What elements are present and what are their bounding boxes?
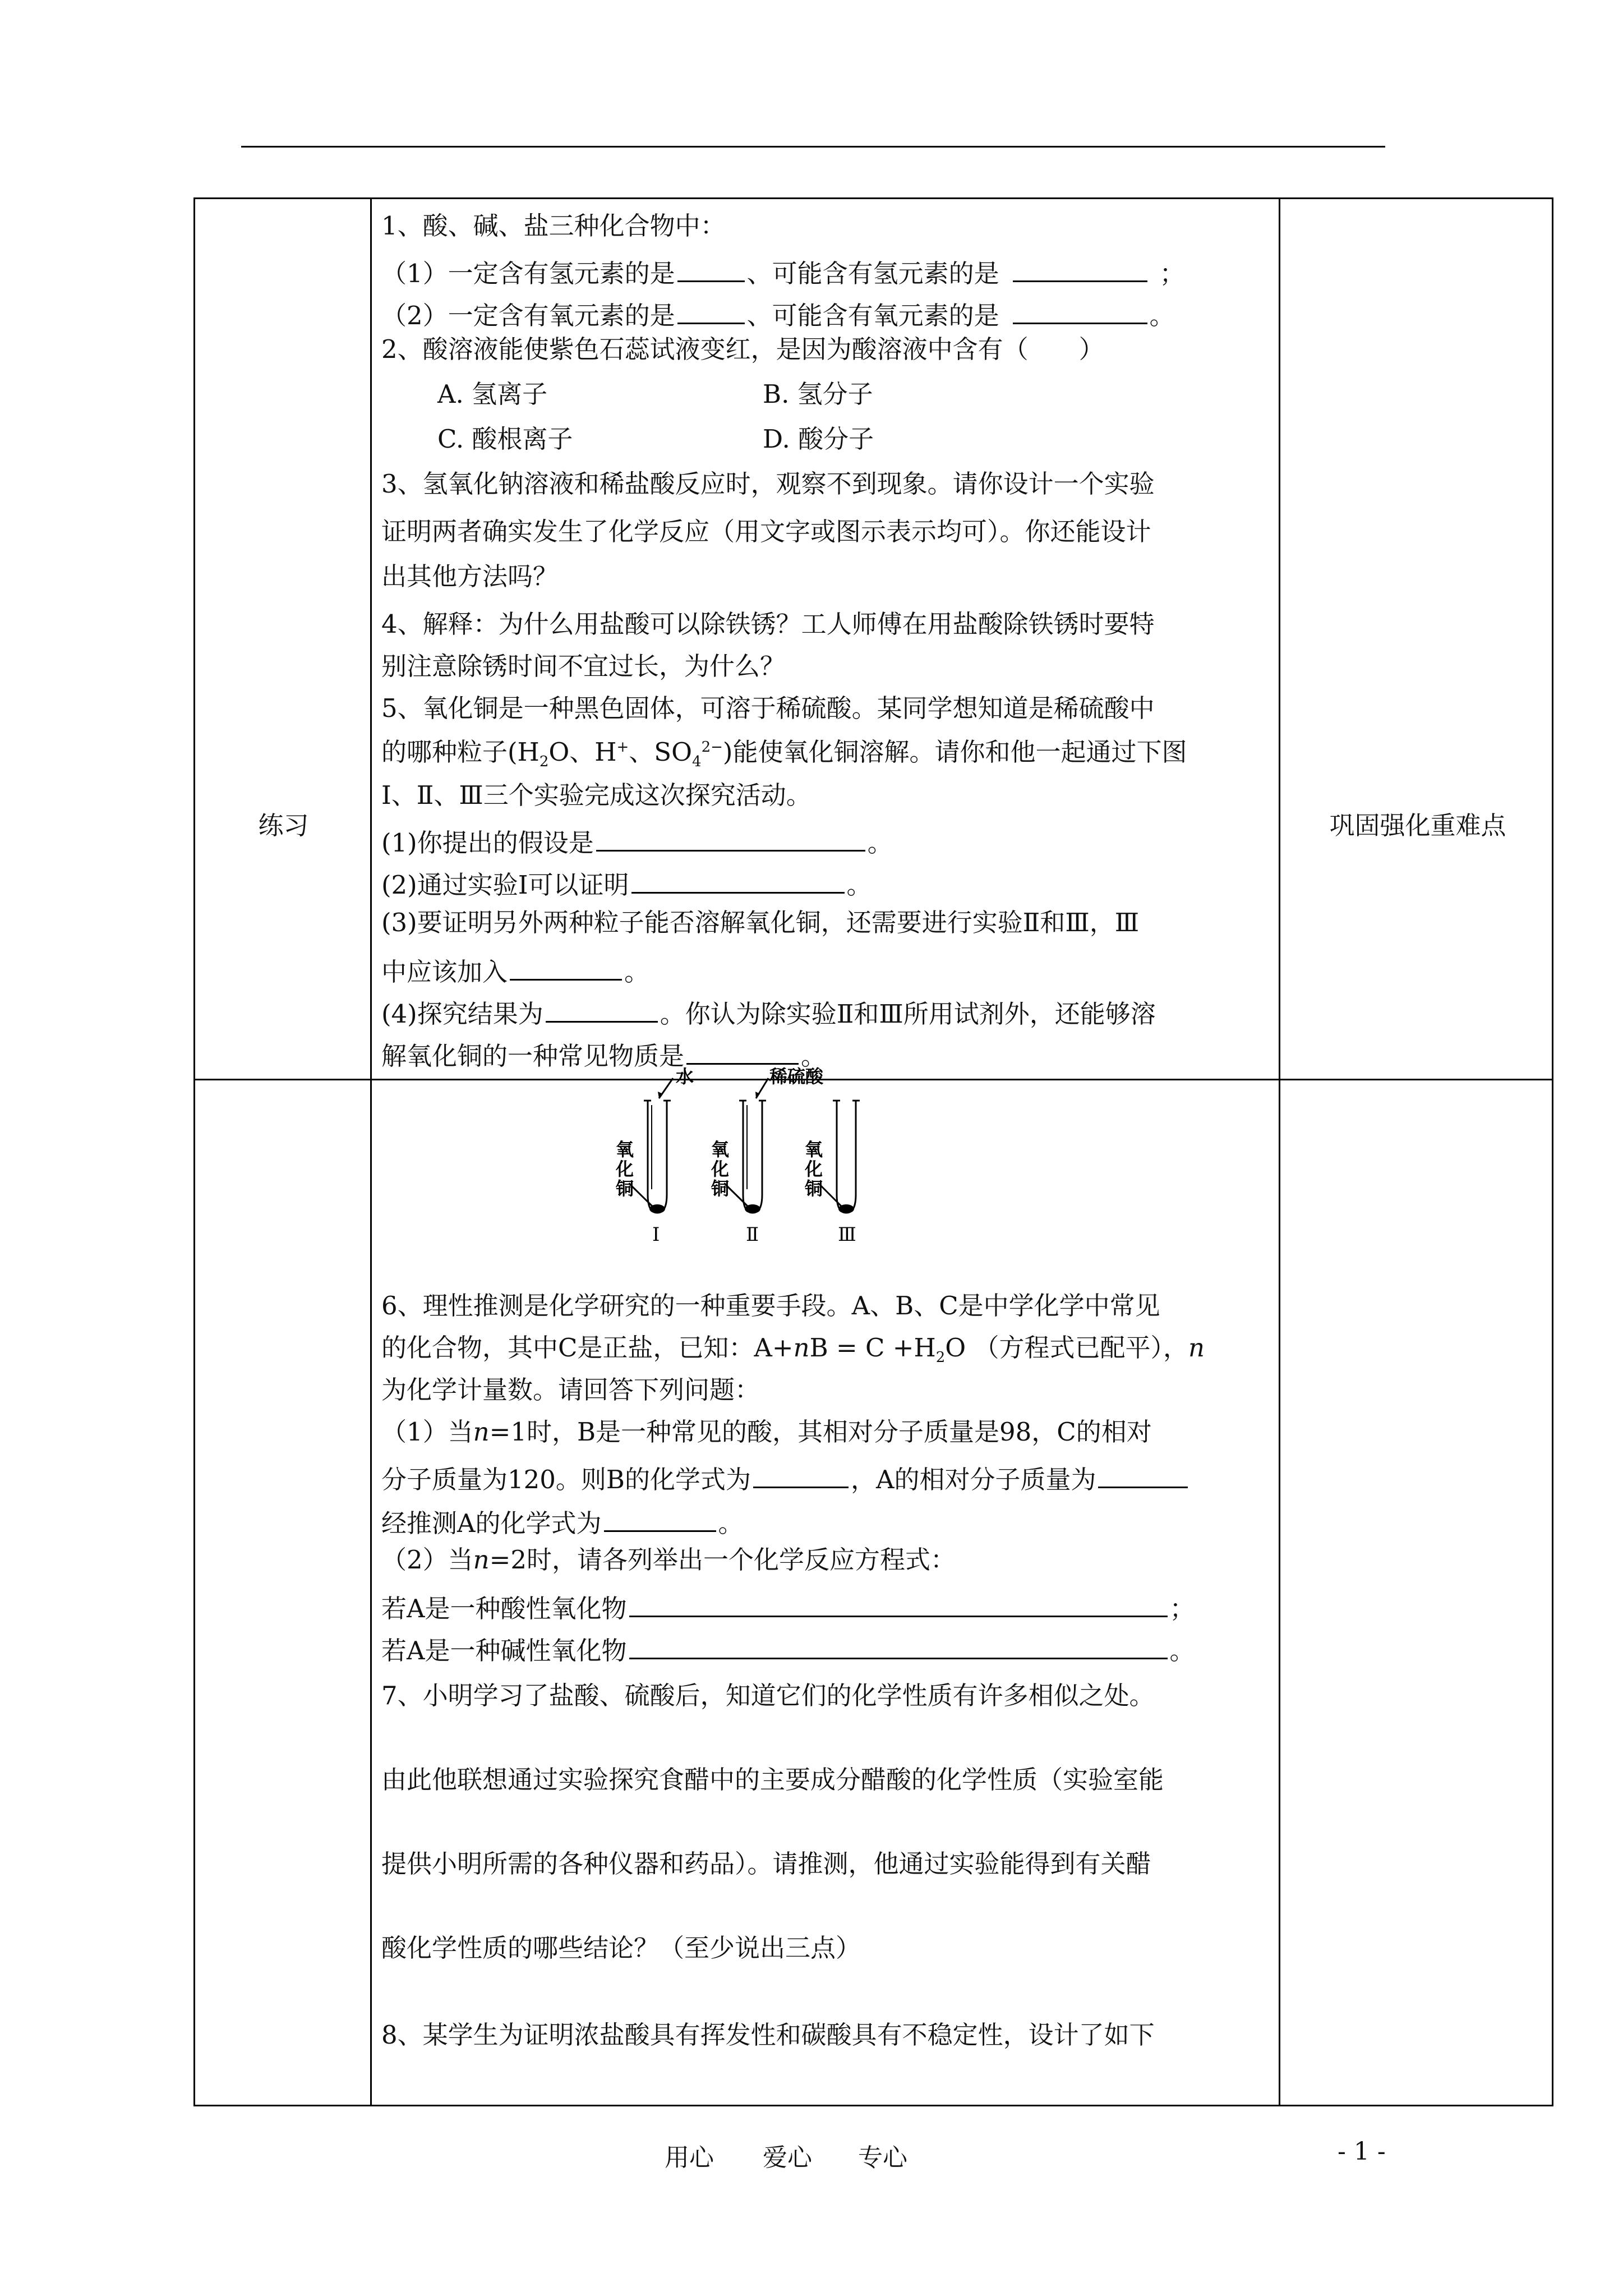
answer-blank[interactable] [596, 825, 865, 852]
answer-blank[interactable] [677, 297, 745, 324]
q6-part1 [381, 1417, 1152, 1447]
answer-blank[interactable] [1013, 255, 1147, 282]
q5-sub2-text: (2)通过实验Ⅰ可以证明 [381, 870, 629, 900]
answer-blank[interactable] [1013, 297, 1147, 324]
label-copper-oxide: 铜 [616, 1178, 634, 1199]
q6-text: 。 [1169, 1636, 1195, 1665]
q5-sub4 [381, 996, 1156, 1027]
q2-option-a: A. 氢离子 [437, 379, 548, 409]
q6-part1 [381, 1461, 1190, 1492]
footer-motto: 专心 [858, 2143, 907, 2172]
q6-part2 [381, 1545, 956, 1575]
q5-sub4-text: 。你认为除实验Ⅱ和Ⅲ所用试剂外，还能够溶 [660, 999, 1156, 1029]
q6-italic-n: n [473, 1417, 490, 1447]
q5-sub4-text: (4)探究结果为 [381, 999, 543, 1029]
q6-text: =2时，请各列举出一个化学反应方程式： [489, 1545, 956, 1575]
q6-text: 。 [718, 1508, 744, 1538]
q6-text: 的化合物，其中C是正盐，已知：A+ [381, 1333, 794, 1363]
q1-part1-a: （1）一定含有氢元素的是 [381, 259, 675, 288]
label-copper-oxide: 化 [805, 1158, 823, 1180]
answer-blank[interactable] [604, 1505, 716, 1532]
q6-text: （2）当 [381, 1545, 473, 1575]
q3-line: 3、氢氧化钠溶液和稀盐酸反应时，观察不到现象。请你设计一个实验 [381, 469, 1155, 499]
q5-text: O、H [548, 737, 617, 767]
q6-text: 若A是一种碱性氧化物 [381, 1636, 627, 1665]
label-copper-oxide: 氧 [711, 1139, 730, 1160]
answer-blank[interactable] [1098, 1461, 1188, 1488]
q6-text: O （方程式已配平）， [945, 1333, 1188, 1363]
answer-blank[interactable] [629, 1632, 1168, 1659]
test-tube-1 [644, 1101, 671, 1213]
q6-text: 若A是一种酸性氧化物 [381, 1594, 627, 1623]
q1-part2-a: （2）一定含有氧元素的是 [381, 301, 675, 330]
q5-sub1-end: 。 [867, 828, 893, 858]
q6-text: （1）当 [381, 1417, 473, 1447]
q5-sub3-end: 。 [624, 957, 650, 987]
superscript: 2− [701, 739, 723, 756]
q5-line: Ⅰ、Ⅱ、Ⅲ三个实验完成这次探究活动。 [381, 780, 811, 810]
label-copper-oxide: 铜 [711, 1178, 730, 1199]
q6-text: 经推测A的化学式为 [381, 1508, 602, 1538]
q6-text: =1时，B是一种常见的酸，其相对分子质量是98，C的相对 [489, 1417, 1152, 1447]
copper-oxide-powder [838, 1204, 854, 1213]
q2-option-d: D. 酸分子 [763, 424, 874, 454]
footer-motto: 用心 [665, 2143, 714, 2172]
q5-sub3 [381, 954, 650, 987]
header-rule [241, 146, 1385, 148]
label-copper-oxide: 化 [711, 1158, 730, 1180]
q6-part1 [381, 1505, 744, 1536]
q4-line: 4、解释：为什么用盐酸可以除铁锈？工人师傅在用盐酸除铁锈时要特 [381, 609, 1155, 639]
q7-line: 提供小明所需的各种仪器和药品）。请推测，他通过实验能得到有关醋 [381, 1849, 1151, 1879]
q5-sub3: (3)要证明另外两种粒子能否溶解氧化铜，还需要进行实验Ⅱ和Ⅲ，Ⅲ [381, 908, 1140, 937]
q6-text: B = C +H [809, 1333, 936, 1363]
answer-blank[interactable] [546, 996, 658, 1023]
q5-text: 、SO [629, 737, 693, 767]
q1-part2-end: 。 [1149, 301, 1175, 330]
subscript: 2 [539, 753, 549, 770]
q1-part1 [381, 255, 1185, 286]
answer-blank[interactable] [631, 867, 845, 894]
answer-blank[interactable] [510, 954, 622, 981]
q5-sub2-end: 。 [846, 870, 872, 900]
q6-line: 6、理性推测是化学研究的一种重要手段。A、B、C是中学化学中常见 [381, 1291, 1160, 1320]
tube-label-3: Ⅲ [838, 1223, 856, 1246]
superscript: + [616, 739, 629, 756]
q6-part2 [381, 1632, 1195, 1663]
q6-part2 [381, 1590, 1195, 1621]
q5-line: 5、氧化铜是一种黑色固体，可溶于稀硫酸。某同学想知道是稀硫酸中 [381, 693, 1155, 723]
q1-part1-b: 、可能含有氢元素的是 [746, 259, 999, 288]
q6-italic-n: n [473, 1545, 490, 1575]
page-number: - 1 - [1338, 2137, 1386, 2166]
row-label: 练习 [258, 811, 309, 840]
label-dilute-sulfuric-acid: 稀硫酸 [769, 1066, 824, 1087]
q6-italic-n: n [793, 1333, 810, 1363]
answer-blank[interactable] [686, 1038, 799, 1065]
footer-motto: 爱心 [763, 2143, 812, 2172]
q3-line: 出其他方法吗？ [381, 562, 559, 591]
column-divider [370, 199, 372, 2105]
q6-italic-n: n [1188, 1333, 1205, 1363]
tube-label-2: Ⅱ [746, 1223, 759, 1246]
q1-part2-b: 、可能含有氧元素的是 [746, 301, 999, 330]
answer-blank[interactable] [677, 255, 745, 282]
q5-sub2 [381, 867, 872, 898]
copper-oxide-powder [649, 1204, 665, 1213]
label-copper-oxide: 氧 [616, 1139, 634, 1160]
q7-line: 由此他联想通过实验探究食醋中的主要成分醋酸的化学性质（实验室能 [381, 1765, 1164, 1795]
label-water: 水 [676, 1066, 694, 1087]
q3-line: 证明两者确实发生了化学反应（用文字或图示表示均可）。你还能设计 [381, 517, 1151, 546]
test-tube-2 [739, 1101, 766, 1213]
q6-line [381, 1333, 1205, 1366]
q5-text: 的哪种粒子(H [381, 737, 540, 767]
copper-oxide-powder [745, 1204, 760, 1213]
q1-stem: 1、酸、碱、盐三种化合物中： [381, 211, 726, 241]
row-note: 巩固强化重难点 [1329, 811, 1506, 840]
column-divider [1279, 199, 1280, 2105]
q6-text: ； [1169, 1594, 1195, 1623]
label-copper-oxide: 铜 [805, 1178, 823, 1199]
q5-sub4-text: 解氧化铜的一种常见物质是 [381, 1041, 685, 1071]
answer-blank[interactable] [629, 1590, 1168, 1617]
q7-line: 7、小明学习了盐酸、硫酸后，知道它们的化学性质有许多相似之处。 [381, 1681, 1155, 1710]
q5-sub1 [381, 825, 893, 858]
subscript: 4 [692, 753, 702, 770]
q5-sub1-text: (1)你提出的假设是 [381, 828, 594, 858]
test-tube-3 [833, 1101, 860, 1213]
label-copper-oxide: 氧 [805, 1139, 823, 1160]
q6-text: ，A的相对分子质量为 [850, 1465, 1096, 1494]
q6-text: 分子质量为120。则B的化学式为 [381, 1465, 751, 1494]
subscript: 2 [935, 1349, 946, 1366]
label-copper-oxide: 化 [616, 1158, 634, 1180]
answer-blank[interactable] [753, 1461, 849, 1488]
q5-line [381, 737, 1187, 770]
q5-text: )能使氧化铜溶解。请你和他一起通过下图 [722, 737, 1187, 767]
test-tube-figure [594, 1066, 998, 1268]
q2-option-b: B. 氢分子 [763, 379, 873, 409]
q2-stem: 2、酸溶液能使紫色石蕊试液变红，是因为酸溶液中含有（ ） [381, 334, 1104, 364]
q4-line: 别注意除锈时间不宜过长，为什么？ [381, 651, 786, 681]
q5-sub4-end: 。 [801, 1041, 827, 1071]
q2-option-c: C. 酸根离子 [437, 424, 573, 454]
q6-line: 为化学计量数。请回答下列问题： [381, 1375, 760, 1405]
q1-part1-end: ； [1159, 259, 1185, 288]
q5-sub3-text: 中应该加入 [381, 957, 508, 987]
q5-sub4 [381, 1038, 826, 1069]
q1-part2 [381, 297, 1175, 328]
q8-line: 8、某学生为证明浓盐酸具有挥发性和碳酸具有不稳定性，设计了如下 [381, 2020, 1155, 2050]
q7-line: 酸化学性质的哪些结论？（至少说出三点） [381, 1933, 861, 1963]
tube-label-1: Ⅰ [652, 1223, 660, 1246]
